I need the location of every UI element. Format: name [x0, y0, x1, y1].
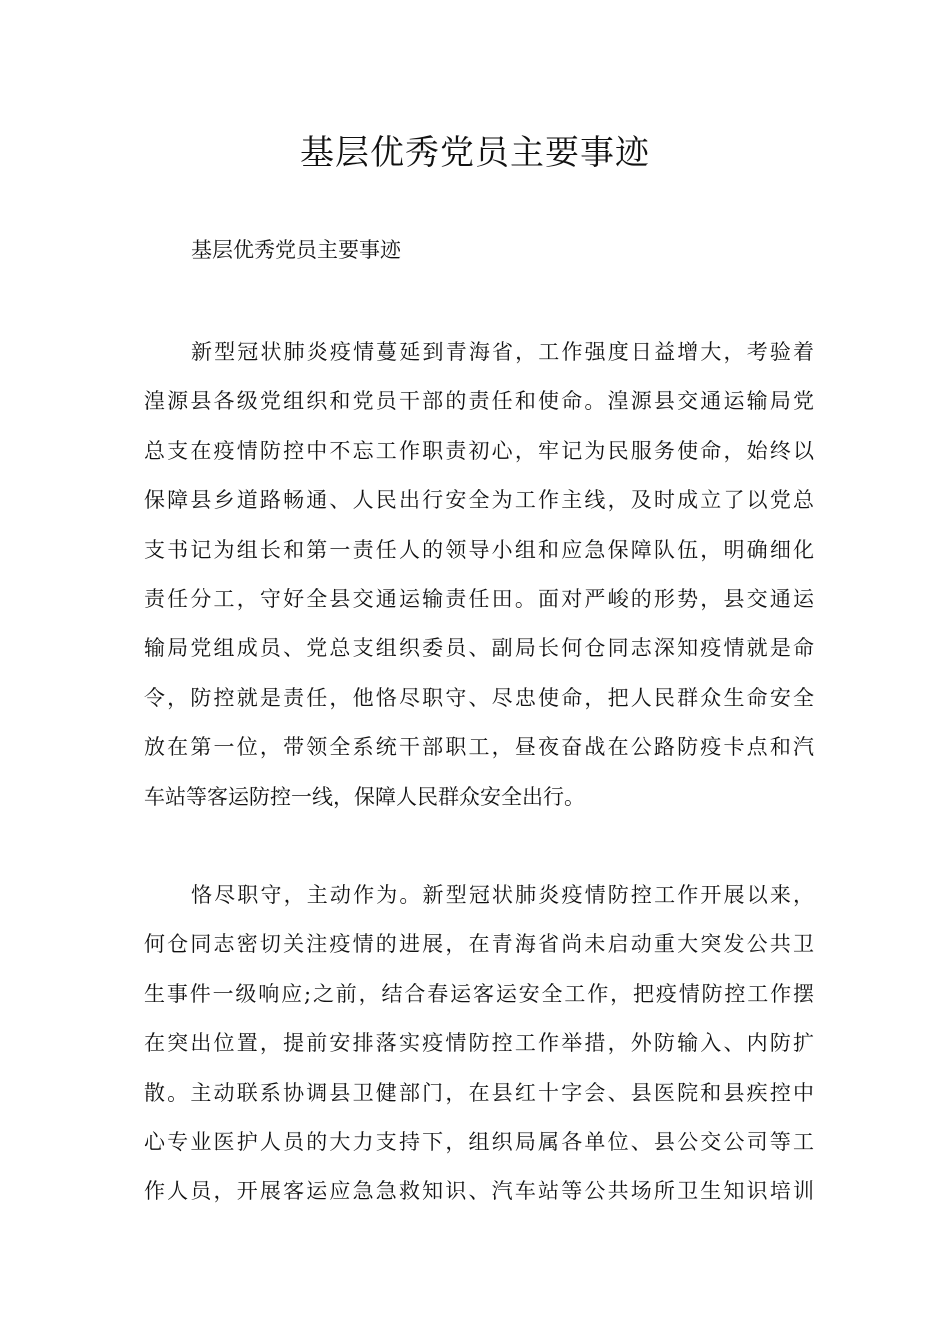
paragraph-line: 湟源县各级党组织和党员干部的责任和使命。湟源县交通运输局党	[144, 389, 814, 414]
paragraph-line: 何仓同志密切关注疫情的进展，在青海省尚未启动重大突发公共卫	[144, 932, 814, 957]
paragraph-line: 恪尽职守，主动作为。新型冠状肺炎疫情防控工作开展以来，	[191, 883, 814, 907]
paragraph-line: 生事件一级响应;之前，结合春运客运安全工作，把疫情防控工作摆	[144, 981, 814, 1006]
paragraph-line: 令，防控就是责任，他恪尽职守、尽忠使命，把人民群众生命安全	[144, 685, 814, 710]
paragraph-line: 责任分工，守好全县交通运输责任田。面对严峻的形势，县交通运	[144, 587, 814, 612]
paragraph-line: 总支在疫情防控中不忘工作职责初心，牢记为民服务使命，始终以	[144, 438, 814, 463]
paragraph-line: 新型冠状肺炎疫情蔓延到青海省，工作强度日益增大，考验着	[191, 340, 814, 364]
paragraph-line: 散。主动联系协调县卫健部门，在县红十字会、县医院和县疾控中	[144, 1080, 814, 1105]
body-paragraph	[144, 328, 814, 822]
paragraph-line: 放在第一位，带领全系统干部职工，昼夜奋战在公路防疫卡点和汽	[144, 735, 814, 760]
paragraph-line: 车站等客运防控一线，保障人民群众安全出行。	[144, 784, 585, 809]
paragraph-line: 作人员，开展客运应急急救知识、汽车站等公共场所卫生知识培训	[144, 1179, 814, 1204]
document-title: 基层优秀党员主要事迹	[300, 133, 650, 173]
paragraph-line: 心专业医护人员的大力支持下，组织局属各单位、县公交公司等工	[144, 1130, 814, 1155]
paragraph-line: 输局党组成员、党总支组织委员、副局长何仓同志深知疫情就是命	[144, 636, 814, 661]
paragraph-line: 在突出位置，提前安排落实疫情防控工作举措，外防输入、内防扩	[144, 1031, 814, 1056]
paragraph-line: 保障县乡道路畅通、人民出行安全为工作主线，及时成立了以党总	[144, 488, 814, 513]
body-paragraph	[144, 871, 814, 1217]
document-subtitle: 基层优秀党员主要事迹	[191, 238, 401, 262]
paragraph-line: 支书记为组长和第一责任人的领导小组和应急保障队伍，明确细化	[144, 537, 814, 562]
